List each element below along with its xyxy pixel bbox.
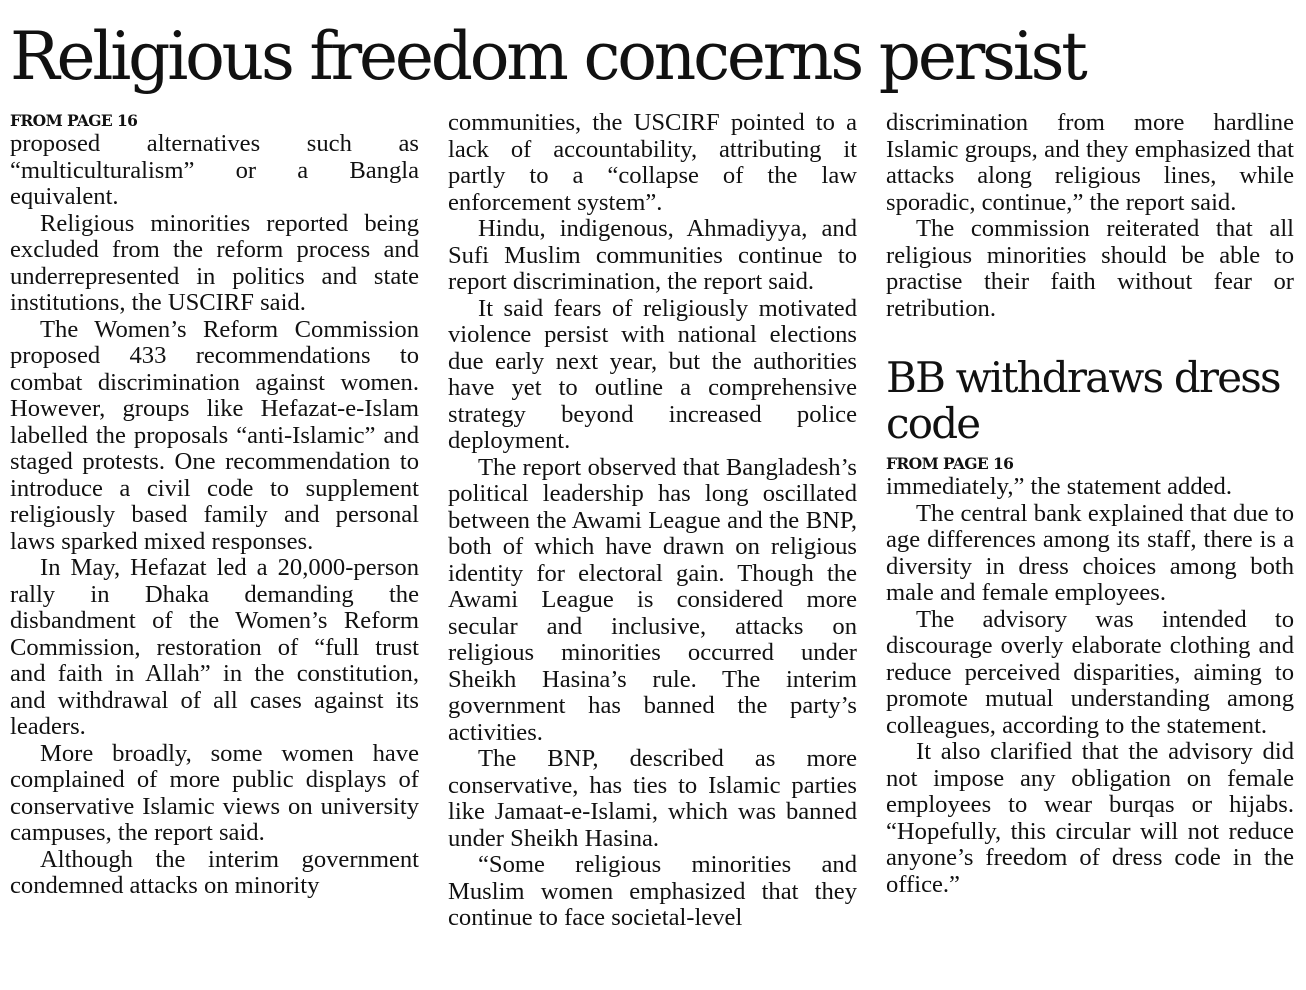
article-paragraph: The advisory was intended to discourage overly elaborate clothing and reduce perceived disparities, aiming to promote mutual understanding among colleagues, according to the statement.: [886, 605, 1294, 739]
article-paragraph: The central bank explained that due to age differences among its staff, there is a diversity in dress choices among both male and female employees.: [886, 499, 1294, 606]
main-headline: Religious freedom concerns persist: [10, 18, 1085, 95]
article-paragraph: It also clarified that the advisory did not impose any obligation on female employees to wear burqas or hijabs. “Hopefully, this circular will not reduce anyone’s freedom of dress code in the office.”: [886, 738, 1294, 898]
second-headline: BB withdraws dress code: [886, 353, 1280, 448]
article-paragraph: The Women’s Reform Commission proposed 433 recommendations to combat discrimination against women. However, groups like Hefazat-e-Islam labelled the proposals “anti-Islamic” and staged protests. One recommendation to introduce a civil code to supplement religiously based family and personal laws sparked mixed responses.: [10, 315, 419, 555]
article-paragraph: proposed alternatives such as “multiculturalism” or a Bangla equivalent.: [10, 130, 419, 210]
article-paragraph: communities, the USCIRF pointed to a lack of accountability, attributing it partly to a “collapse of the law enforcement system”.: [448, 109, 857, 216]
article-paragraph: In May, Hefazat led a 20,000-person rally in Dhaka demanding the disbandment of the Women’s Reform Commission, restoration of “full trust and faith in Allah” in the constitution, and withdrawal of all cases against its leaders.: [10, 554, 419, 740]
article-paragraph: Although the interim government condemned attacks on minority: [10, 845, 419, 899]
article-paragraph: Hindu, indigenous, Ahmadiyya, and Sufi Muslim communities continue to report discrimination, the report said.: [448, 215, 857, 295]
continued-from-label: FROM PAGE 16: [10, 111, 138, 130]
article-column-2: [448, 110, 857, 932]
article-paragraph: The BNP, described as more conservative, has ties to Islamic parties like Jamaat-e-Islami, which was banned under Sheikh Hasina.: [448, 745, 857, 852]
article-column-1: [10, 110, 419, 900]
article-paragraph: The report observed that Bangladesh’s political leadership has long oscillated between the Awami League and the BNP, both of which have drawn on religious identity for electoral gain. Though the Awami League is considered more secular and inclusive, attacks on religious minorities occurred under Sheikh Hasina’s rule. The interim government has banned the party’s activities.: [448, 453, 857, 746]
article-paragraph: immediately,” the statement added.: [886, 473, 1233, 500]
article-paragraph: “Some religious minorities and Muslim women emphasized that they continue to face societal-level: [448, 851, 857, 931]
article-paragraph: Religious minorities reported being excluded from the reform process and underrepresented in politics and state institutions, the USCIRF said.: [10, 209, 419, 316]
article-paragraph: More broadly, some women have complained of more public displays of conservative Islamic views on university campuses, the report said.: [10, 739, 419, 846]
article-column-3: [886, 110, 1294, 898]
article-paragraph: The commission reiterated that all religious minorities should be able to practise their faith without fear or retribution.: [886, 215, 1294, 322]
article-paragraph: discrimination from more hardline Islamic groups, and they emphasized that attacks along religious lines, while sporadic, continue,” the report said.: [886, 109, 1294, 216]
article-paragraph: It said fears of religiously motivated violence persist with national elections due early next year, but the authorities have yet to outline a comprehensive strategy beyond increased police deployment.: [448, 294, 857, 454]
continued-from-label: FROM PAGE 16: [886, 454, 1014, 473]
